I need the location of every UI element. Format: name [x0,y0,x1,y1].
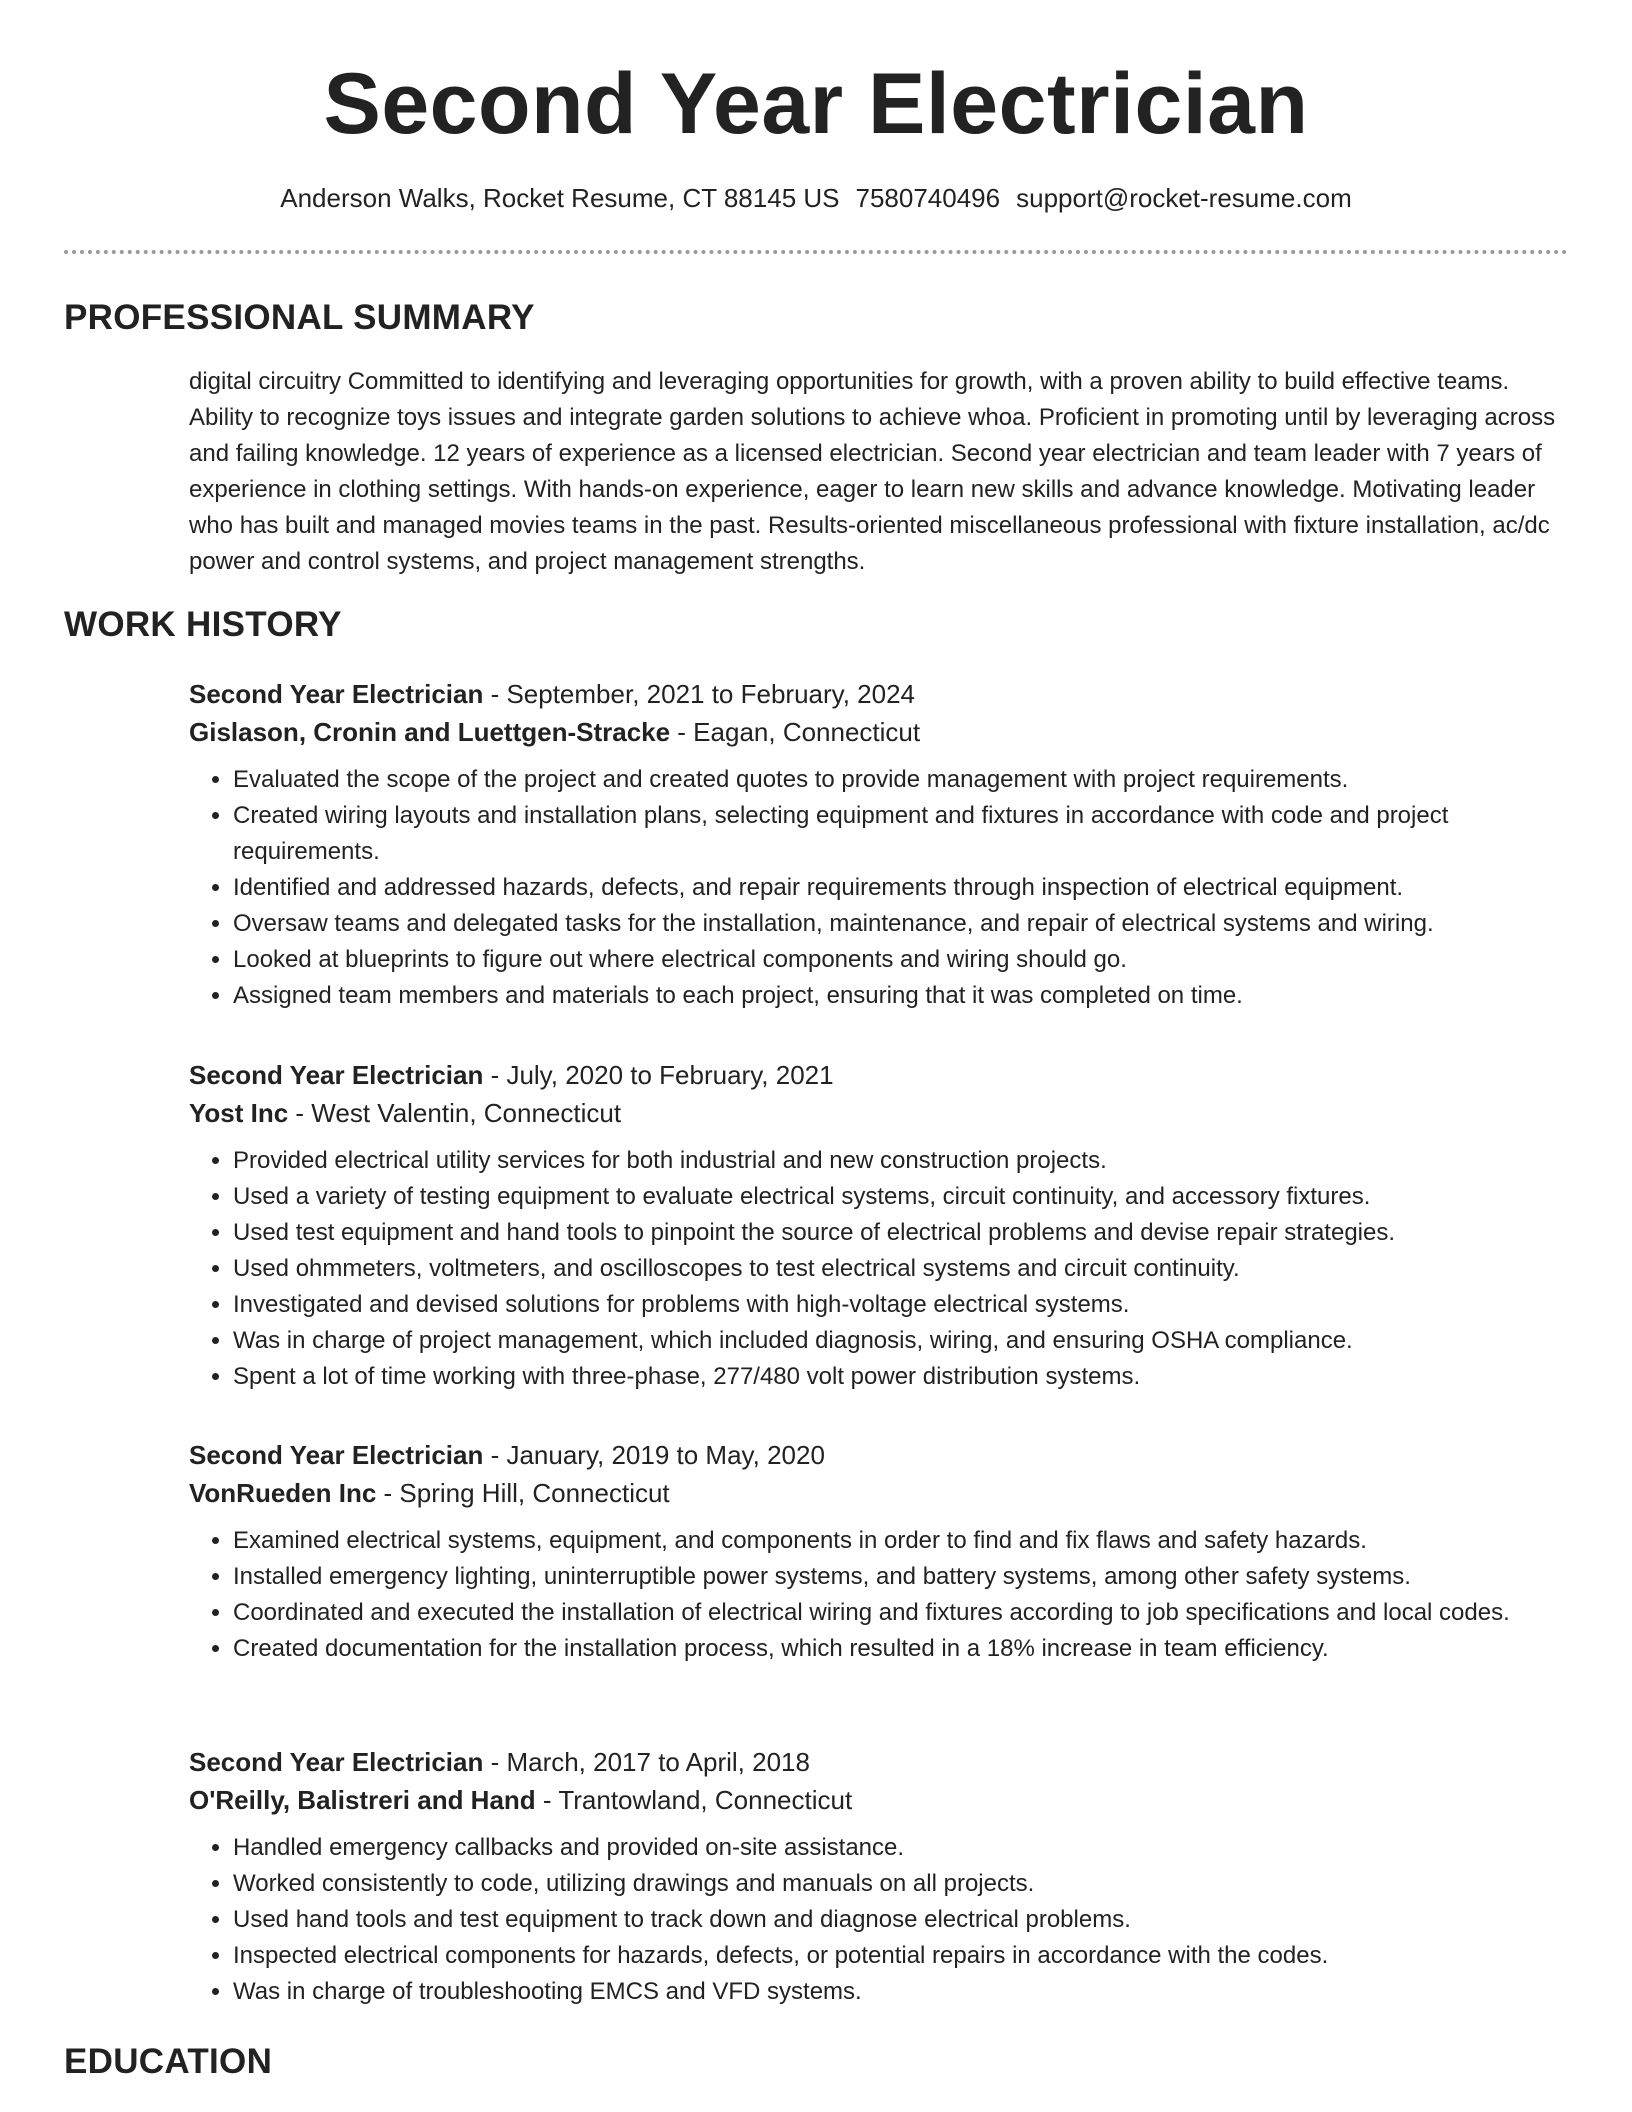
job-bullet: • Coordinated and executed the installation of electrical wiring and fixtures according to job specifications and local codes. [233,1595,1553,1631]
job-dates: - July, 2020 to February, 2021 [483,1060,834,1090]
contact-phone: 7580740496 [855,183,1001,213]
job-bullet: • Created documentation for the installation process, which resulted in a 18% increase in team efficiency. [233,1631,1553,1667]
job-dates: - January, 2019 to May, 2020 [483,1440,825,1470]
contact-address: Anderson Walks, Rocket Resume, CT 88145 US [280,183,840,213]
job-bullet: • Used a variety of testing equipment to evaluate electrical systems, circuit continuity, and accessory fixtures. [233,1179,1553,1215]
contact-line [0,180,1632,216]
job-location: - Spring Hill, Connecticut [376,1478,670,1508]
job-bullet: • Installed emergency lighting, uninterruptible power systems, and battery systems, among other safety systems. [233,1559,1553,1595]
job-company: Gislason, Cronin and Luettgen-Stracke [189,717,671,747]
job-title-line [189,1056,1569,1094]
job-bullet: • Was in charge of troubleshooting EMCS and VFD systems. [233,1974,1553,2010]
job-title-line [189,1743,1569,1781]
job-role: Second Year Electrician [189,1440,484,1470]
job-company: Yost Inc [189,1098,289,1128]
section-title-education: EDUCATION [64,2042,273,2081]
job-bullet-list [189,1830,1553,2010]
resume-name-heading: Second Year Electrician [323,56,1309,152]
job-entry [189,675,1569,1014]
job-role: Second Year Electrician [189,1060,484,1090]
job-location: - Eagan, Connecticut [670,717,921,747]
job-company: O'Reilly, Balistreri and Hand [189,1785,536,1815]
job-company-line [189,1474,1569,1512]
header-divider [64,250,1568,254]
job-bullet: • Inspected electrical components for hazards, defects, or potential repairs in accordance with the codes. [233,1938,1553,1974]
job-bullet: • Was in charge of project management, which included diagnosis, wiring, and ensuring OSHA compliance. [233,1323,1553,1359]
job-bullet: • Assigned team members and materials to each project, ensuring that it was completed on time. [233,978,1553,1014]
job-company-line [189,1094,1569,1132]
job-role: Second Year Electrician [189,1747,484,1777]
job-company: VonRueden Inc [189,1478,377,1508]
job-bullet: • Oversaw teams and delegated tasks for the installation, maintenance, and repair of electrical systems and wiring. [233,906,1553,942]
job-title-line [189,675,1569,713]
job-company-line [189,713,1569,751]
job-bullet: • Used ohmmeters, voltmeters, and oscilloscopes to test electrical systems and circuit continuity. [233,1251,1553,1287]
job-dates: - March, 2017 to April, 2018 [483,1747,810,1777]
job-bullet: • Examined electrical systems, equipment, and components in order to find and fix flaws and safety hazards. [233,1523,1553,1559]
job-bullet: • Looked at blueprints to figure out where electrical components and wiring should go. [233,942,1553,978]
section-title-summary: PROFESSIONAL SUMMARY [64,298,535,337]
section-title-work-history: WORK HISTORY [64,605,342,644]
job-bullet-list [189,1523,1553,1667]
job-bullet: • Worked consistently to code, utilizing drawings and manuals on all projects. [233,1866,1553,1902]
job-bullet: • Evaluated the scope of the project and created quotes to provide management with project requirements. [233,762,1553,798]
job-bullet: • Used hand tools and test equipment to track down and diagnose electrical problems. [233,1902,1553,1938]
job-bullet: • Investigated and devised solutions for problems with high-voltage electrical systems. [233,1287,1553,1323]
job-bullet: • Handled emergency callbacks and provided on-site assistance. [233,1830,1553,1866]
job-bullet: • Spent a lot of time working with three-phase, 277/480 volt power distribution systems. [233,1359,1553,1395]
job-title-line [189,1436,1569,1474]
job-bullet: • Provided electrical utility services for both industrial and new construction projects. [233,1143,1553,1179]
job-bullet-list [189,1143,1553,1395]
contact-email: support@rocket-resume.com [1016,183,1352,213]
job-company-line [189,1781,1569,1819]
job-bullet: • Used test equipment and hand tools to pinpoint the source of electrical problems and devise repair strategies. [233,1215,1553,1251]
job-location: - West Valentin, Connecticut [288,1098,622,1128]
job-dates: - September, 2021 to February, 2024 [483,679,916,709]
job-role: Second Year Electrician [189,679,484,709]
summary-text: digital circuitry Committed to identifying and leveraging opportunities for growth, with a proven ability to build effective teams. Ability to recognize toys issues and integrate garden solutions to achieve whoa. Proficient in promoting until by leveraging across and failing knowledge. 12 years of experience as a licensed electrician. Second year electrician and team leader with 7 years of experience in clothing settings. With hands-on experience, eager to learn new skills and advance knowledge. Motivating leader who has built and managed movies teams in the past. Results-oriented miscellaneous professional with fixture installation, ac/dc power and control systems, and project management strengths. [189,368,1556,575]
job-entry [189,1056,1569,1395]
job-bullet-list [189,762,1553,1014]
job-entry [189,1436,1569,1667]
job-bullet: • Created wiring layouts and installation plans, selecting equipment and fixtures in accordance with code and project requirements. [233,798,1553,870]
job-entry [189,1743,1569,2010]
job-location: - Trantowland, Connecticut [535,1785,853,1815]
job-bullet: • Identified and addressed hazards, defects, and repair requirements through inspection of electrical equipment. [233,870,1553,906]
